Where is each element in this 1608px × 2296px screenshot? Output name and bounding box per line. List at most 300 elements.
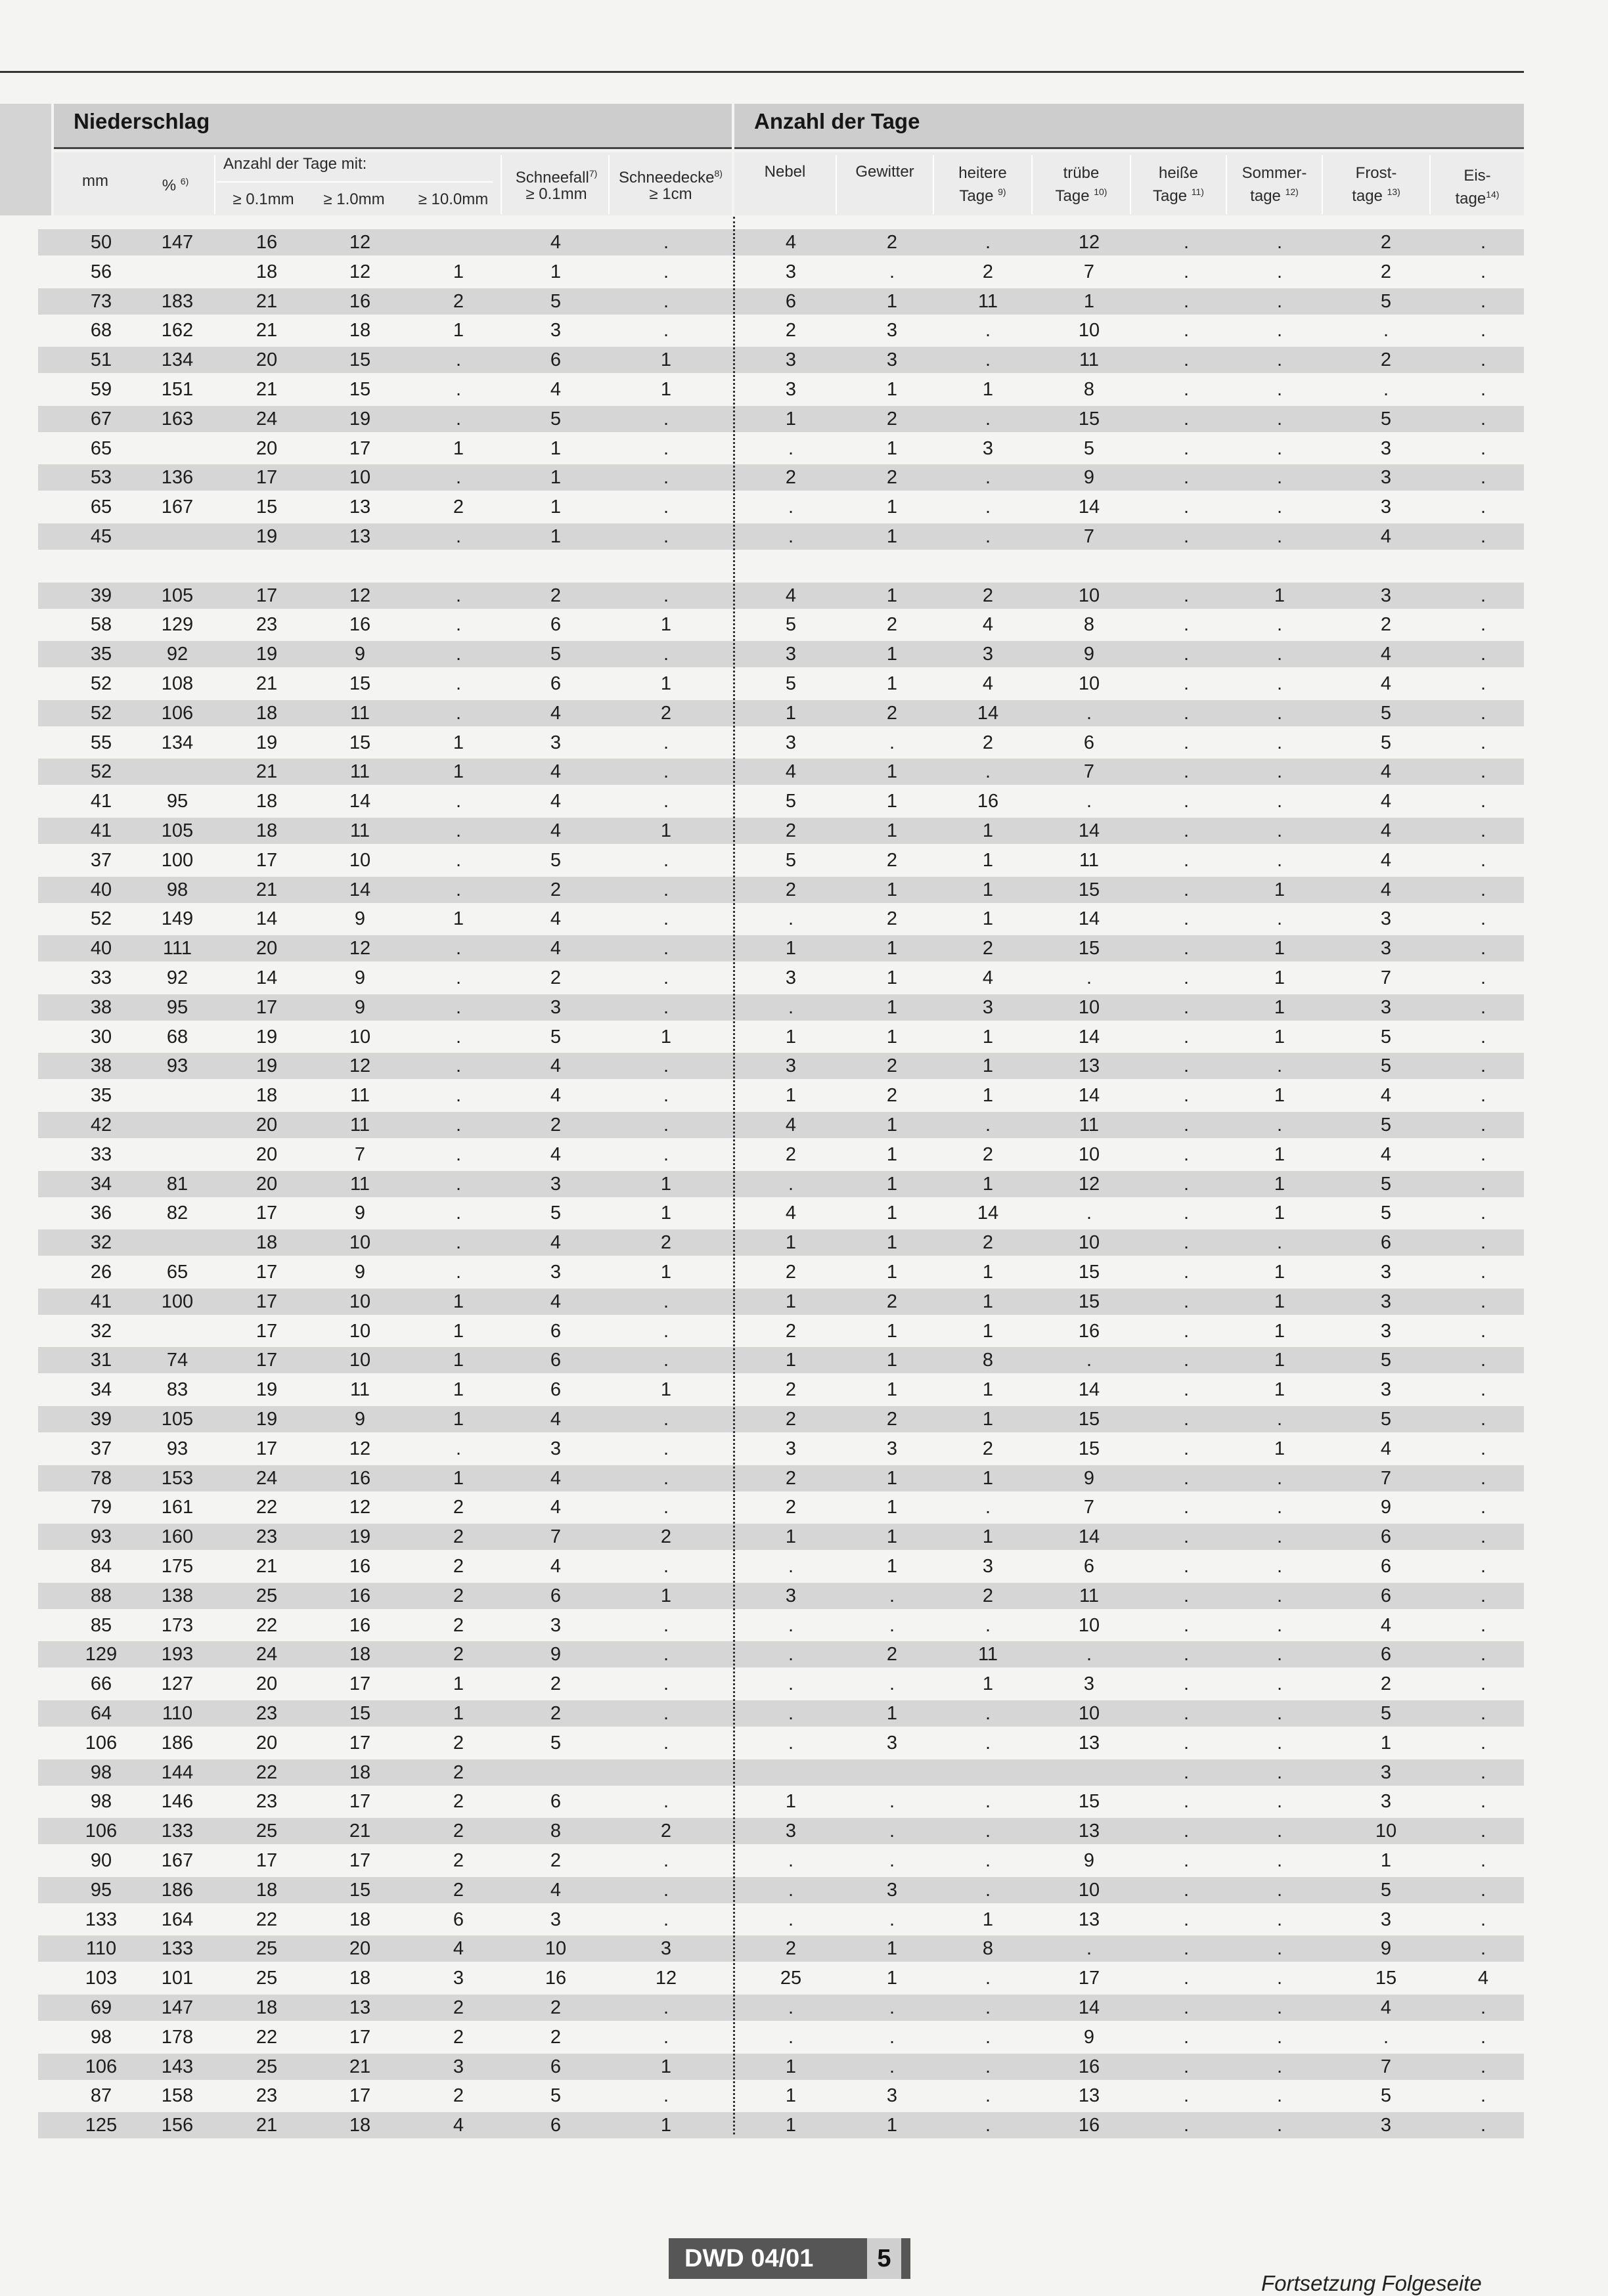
table-cell: . — [1480, 2026, 1486, 2048]
table-cell: 1 — [785, 2085, 797, 2107]
table-cell: 1 — [1380, 1732, 1392, 1754]
table-cell: . — [1480, 1938, 1486, 1960]
table-cell: 4 — [550, 1497, 562, 1518]
table-cell: 25 — [256, 2056, 278, 2077]
table-cell: 1 — [886, 1026, 898, 1048]
table-cell: . — [1276, 437, 1283, 459]
table-cell: . — [663, 1409, 669, 1430]
table-cell: . — [1183, 1497, 1190, 1518]
table-cell: 2 — [886, 408, 898, 430]
table-cell: 17 — [256, 1203, 278, 1224]
header-frosttage — [1324, 164, 1428, 206]
table-cell: 14 — [1078, 908, 1100, 930]
table-cell: . — [1276, 1115, 1283, 1136]
table-cell: 3 — [785, 379, 797, 400]
table-cell: 21 — [349, 1821, 371, 1842]
table-row — [38, 1965, 1524, 1991]
table-cell: 17 — [256, 849, 278, 871]
header-sommer-line2: tage — [1250, 187, 1281, 205]
table-cell: 2 — [453, 1761, 464, 1783]
table-cell: . — [1276, 673, 1283, 694]
table-row — [38, 1583, 1524, 1609]
table-cell: . — [1183, 1291, 1190, 1312]
table-cell: 59 — [90, 379, 112, 400]
table-row — [38, 641, 1524, 667]
table-cell: 1 — [982, 1467, 994, 1489]
table-row — [38, 2083, 1524, 2109]
table-cell: 39 — [90, 1409, 112, 1430]
header-anzahl-mit: Anzahl der Tage mit: — [223, 155, 367, 173]
table-cell: 52 — [90, 702, 112, 724]
table-cell: 1 — [886, 497, 898, 518]
table-cell: 2 — [886, 614, 898, 636]
table-cell: . — [1480, 2056, 1486, 2077]
table-cell: . — [1183, 1526, 1190, 1548]
table-cell: . — [455, 849, 462, 871]
table-cell: 186 — [161, 1732, 194, 1754]
table-row — [38, 1612, 1524, 1639]
table-row — [38, 1935, 1524, 1962]
table-cell: 3 — [886, 1732, 898, 1754]
table-cell: 167 — [161, 1850, 194, 1871]
table-cell: 11 — [349, 1379, 370, 1401]
table-cell: 4 — [550, 379, 562, 400]
table-cell: . — [1276, 1968, 1283, 1989]
table-cell: 10 — [1078, 673, 1100, 694]
table-cell: 4 — [1380, 644, 1392, 665]
table-row — [38, 1877, 1524, 1903]
table-cell: 5 — [1380, 1026, 1392, 1048]
table-cell — [138, 1229, 217, 1256]
table-cell: 4 — [1380, 1614, 1392, 1636]
table-cell: . — [663, 908, 669, 930]
table-cell: 2 — [453, 2085, 464, 2107]
table-cell: 15 — [1078, 1438, 1100, 1459]
table-row — [38, 2112, 1524, 2138]
table-cell: . — [1480, 908, 1486, 930]
table-cell: 15 — [1078, 938, 1100, 960]
table-cell: 110 — [85, 1938, 117, 1960]
table-cell: 10 — [349, 467, 371, 489]
table-cell: . — [788, 497, 794, 518]
table-cell: 106 — [161, 702, 194, 724]
table-cell: 1 — [1274, 879, 1285, 900]
table-cell: . — [1183, 1732, 1190, 1754]
table-cell: . — [1276, 467, 1283, 489]
table-cell: 1 — [982, 1909, 994, 1930]
table-cell: 4 — [550, 938, 562, 960]
table-cell: 10 — [1078, 1879, 1100, 1901]
table-cell: 45 — [90, 526, 112, 547]
table-cell: 19 — [256, 1055, 278, 1077]
table-cell: 1 — [660, 614, 672, 636]
table-cell: . — [788, 526, 794, 547]
table-cell: 4 — [550, 791, 562, 812]
table-cell — [853, 1759, 931, 1786]
table-cell: 2 — [550, 1115, 562, 1136]
table-cell: 6 — [1380, 1644, 1392, 1666]
table-cell: 3 — [982, 437, 994, 459]
table-cell: 1 — [660, 1026, 672, 1048]
table-cell: . — [1480, 2115, 1486, 2136]
table-cell: 11 — [1079, 1585, 1100, 1606]
table-cell: 1 — [785, 1291, 797, 1312]
table-cell: 13 — [1078, 2085, 1100, 2107]
table-row — [38, 2024, 1524, 2050]
table-cell: . — [1480, 1850, 1486, 1871]
table-cell: . — [663, 1556, 669, 1577]
table-cell: . — [1480, 261, 1486, 282]
table-cell: 2 — [1380, 232, 1392, 253]
table-cell: 12 — [1078, 1173, 1100, 1195]
table-cell: 106 — [85, 2056, 118, 2077]
table-cell: 17 — [349, 1791, 371, 1813]
table-cell: 4 — [550, 1467, 562, 1489]
table-cell: 5 — [1380, 290, 1392, 312]
table-cell: . — [663, 1438, 669, 1459]
table-cell: 1 — [785, 408, 797, 430]
table-cell: . — [985, 232, 991, 253]
table-cell: 16 — [349, 1585, 371, 1606]
table-cell: . — [985, 1879, 991, 1901]
table-cell: 87 — [90, 2085, 112, 2107]
table-row — [38, 759, 1524, 785]
header-schneefall — [506, 164, 607, 187]
table-cell: 19 — [256, 644, 278, 665]
table-cell: 2 — [550, 1703, 562, 1724]
table-cell: 3 — [785, 349, 797, 371]
table-cell: 1 — [660, 673, 672, 694]
table-cell: 1 — [886, 585, 898, 606]
table-cell: . — [1480, 967, 1486, 988]
table-cell: 1 — [785, 1526, 797, 1548]
table-cell: 1 — [886, 379, 898, 400]
table-cell: 17 — [256, 1320, 278, 1342]
table-cell: 5 — [785, 849, 797, 871]
table-cell: 9 — [1380, 1938, 1392, 1960]
table-cell: 23 — [256, 1791, 278, 1813]
table-cell: 4 — [550, 1232, 562, 1254]
table-cell: . — [1276, 1938, 1283, 1960]
table-cell: 18 — [256, 791, 278, 812]
table-cell: 20 — [256, 1673, 278, 1695]
table-cell: . — [663, 644, 669, 665]
table-cell: 21 — [256, 320, 278, 342]
table-cell: 1 — [982, 1526, 994, 1548]
table-cell: 68 — [166, 1026, 189, 1048]
table-cell: 1 — [982, 1379, 994, 1401]
table-cell: 2 — [785, 1143, 797, 1165]
table-cell: 15 — [1078, 1262, 1100, 1283]
table-cell: 158 — [161, 2085, 194, 2107]
table-cell: 17 — [256, 467, 278, 489]
table-cell: 11 — [1079, 849, 1100, 871]
table-cell: . — [663, 732, 669, 753]
table-row — [38, 1730, 1524, 1756]
table-cell: . — [1086, 702, 1092, 724]
table-cell: 1 — [1274, 1203, 1285, 1224]
table-cell: . — [1480, 526, 1486, 547]
table-cell: . — [1480, 614, 1486, 636]
table-cell: . — [1276, 644, 1283, 665]
table-cell: 7 — [1380, 2056, 1392, 2077]
table-cell: . — [1183, 879, 1190, 900]
table-cell: 1 — [1380, 1850, 1392, 1871]
table-cell: . — [1276, 820, 1283, 841]
header-ge-10-0mm: ≥ 10.0mm — [418, 190, 489, 208]
table-cell: 1 — [453, 1350, 464, 1371]
table-cell: 1 — [550, 261, 562, 282]
table-cell: 144 — [161, 1761, 194, 1783]
table-cell: . — [1480, 1438, 1486, 1459]
table-cell: 10 — [349, 1291, 371, 1312]
table-cell: . — [663, 2026, 669, 2048]
table-cell: 4 — [1380, 1085, 1392, 1107]
table-cell: . — [985, 2085, 991, 2107]
table-cell: . — [1276, 1879, 1283, 1901]
table-cell: 14 — [1078, 1526, 1100, 1548]
table-cell: 5 — [1380, 1879, 1392, 1901]
table-cell: 1 — [886, 1262, 898, 1283]
table-cell: 3 — [1380, 497, 1392, 518]
table-cell: . — [788, 2026, 794, 2048]
table-cell: 10 — [349, 1320, 371, 1342]
table-cell: 101 — [161, 1968, 194, 1989]
table-row — [38, 1024, 1524, 1050]
table-cell: 17 — [256, 1850, 278, 1871]
table-cell: 14 — [349, 791, 371, 812]
subheader-line — [217, 181, 493, 183]
table-cell: 1 — [660, 379, 672, 400]
table-cell: 12 — [349, 585, 371, 606]
table-cell: 2 — [453, 1614, 464, 1636]
table-cell: 2 — [982, 1585, 994, 1606]
table-cell: . — [1480, 1703, 1486, 1724]
table-cell: . — [455, 938, 462, 960]
table-cell: . — [1383, 320, 1389, 342]
table-cell: 106 — [85, 1821, 118, 1842]
table-cell: . — [455, 644, 462, 665]
table-cell: . — [663, 467, 669, 489]
table-cell: 15 — [349, 673, 371, 694]
table-cell: . — [1276, 908, 1283, 930]
table-cell: . — [1183, 1968, 1190, 1989]
table-cell: 92 — [166, 644, 189, 665]
table-cell: . — [1183, 1143, 1190, 1165]
table-row — [38, 1347, 1524, 1373]
table-cell: 5 — [785, 673, 797, 694]
table-cell: . — [889, 2026, 895, 2048]
table-cell — [419, 229, 498, 255]
table-cell: . — [985, 761, 991, 783]
table-cell: 25 — [780, 1968, 802, 1989]
table-cell: . — [1086, 1350, 1092, 1371]
table-cell: . — [1276, 732, 1283, 753]
table-cell: 2 — [785, 1379, 797, 1401]
table-cell: . — [889, 1791, 895, 1813]
table-cell: 15 — [1078, 1791, 1100, 1813]
table-cell: 22 — [256, 1497, 278, 1518]
table-cell: . — [1276, 2085, 1283, 2107]
table-cell — [516, 1759, 595, 1786]
table-cell: 1 — [886, 996, 898, 1018]
table-cell: 98 — [90, 1791, 112, 1813]
anzahl-tage-title: Anzahl der Tage — [754, 109, 920, 133]
table-cell: . — [1276, 1497, 1283, 1518]
table-cell: 3 — [785, 732, 797, 753]
table-cell: 3 — [982, 644, 994, 665]
table-cell: . — [889, 732, 895, 753]
table-row — [38, 1053, 1524, 1079]
table-cell: 1 — [1274, 967, 1285, 988]
header-separator — [608, 155, 610, 214]
table-cell: 34 — [90, 1173, 112, 1195]
table-cell: 3 — [1380, 437, 1392, 459]
table-cell: . — [1183, 1997, 1190, 2018]
table-cell: 11 — [349, 1115, 370, 1136]
table-cell: 6 — [785, 290, 797, 312]
table-cell: 1 — [982, 1173, 994, 1195]
table-cell — [949, 1759, 1027, 1786]
table-cell: 3 — [660, 1938, 672, 1960]
table-cell: 22 — [256, 2026, 278, 2048]
table-cell: 14 — [1078, 820, 1100, 841]
footnote-8: 8) — [714, 168, 723, 179]
header-heitere-line1: heitere — [958, 164, 1007, 182]
table-cell: 98 — [90, 2026, 112, 2048]
table-cell: . — [455, 673, 462, 694]
table-cell: 1 — [886, 761, 898, 783]
table-cell: 4 — [1380, 1997, 1392, 2018]
table-cell: 3 — [550, 1173, 562, 1195]
table-cell: 1 — [453, 761, 464, 783]
table-row — [38, 1524, 1524, 1550]
dwd-badge — [669, 2238, 910, 2279]
table-cell: . — [455, 1115, 462, 1136]
table-cell: 13 — [1078, 1732, 1100, 1754]
table-cell — [138, 759, 217, 785]
table-cell: 1 — [886, 1203, 898, 1224]
table-cell: 74 — [166, 1350, 189, 1371]
table-cell: 1 — [453, 1673, 464, 1695]
table-cell: . — [1480, 1379, 1486, 1401]
table-cell: 18 — [349, 1968, 371, 1989]
header-schneedecke — [611, 164, 730, 187]
table-cell: 19 — [349, 408, 371, 430]
table-cell: . — [985, 1968, 991, 1989]
table-cell: . — [1480, 1497, 1486, 1518]
table-cell: . — [1383, 2026, 1389, 2048]
table-cell: . — [663, 1673, 669, 1695]
table-cell: . — [455, 702, 462, 724]
header-separator — [1226, 155, 1227, 214]
table-cell: 1 — [886, 1467, 898, 1489]
table-cell: . — [889, 1585, 895, 1606]
table-cell: . — [1183, 732, 1190, 753]
table-cell: 13 — [349, 526, 371, 547]
table-cell: 6 — [550, 1379, 562, 1401]
table-cell: 73 — [90, 290, 112, 312]
table-cell: 4 — [550, 908, 562, 930]
table-cell: . — [455, 526, 462, 547]
table-cell: 17 — [256, 1291, 278, 1312]
table-cell: . — [1183, 379, 1190, 400]
table-cell: 9 — [354, 644, 366, 665]
table-cell: 79 — [90, 1497, 112, 1518]
table-row — [38, 877, 1524, 903]
table-cell: 12 — [349, 261, 371, 282]
table-cell: 2 — [982, 1438, 994, 1459]
table-cell: . — [1276, 261, 1283, 282]
footnote-9: 9) — [998, 187, 1006, 197]
table-cell: . — [455, 408, 462, 430]
table-cell: 9 — [1083, 1850, 1095, 1871]
table-row — [38, 1171, 1524, 1197]
table-cell: . — [455, 349, 462, 371]
table-row — [38, 1112, 1524, 1138]
table-row — [38, 788, 1524, 814]
table-cell — [138, 1318, 217, 1344]
table-cell: 4 — [1380, 1438, 1392, 1459]
table-cell: 1 — [886, 1938, 898, 1960]
table-cell: 5 — [1380, 1350, 1392, 1371]
table-cell: 134 — [161, 349, 194, 371]
table-cell: 15 — [1078, 1291, 1100, 1312]
table-cell: 1 — [785, 938, 797, 960]
table-cell: . — [985, 1497, 991, 1518]
table-cell: 20 — [256, 1173, 278, 1195]
table-cell: . — [663, 1467, 669, 1489]
table-cell: 17 — [256, 996, 278, 1018]
table-cell: . — [1183, 1467, 1190, 1489]
header-eis-line1: Eis- — [1463, 167, 1491, 185]
table-cell — [138, 1141, 217, 1168]
table-cell: 6 — [1380, 1526, 1392, 1548]
table-cell: 4 — [1380, 526, 1392, 547]
table-cell: 193 — [161, 1644, 194, 1666]
table-cell: 85 — [90, 1614, 112, 1636]
table-cell: 1 — [886, 526, 898, 547]
table-cell: 1 — [982, 820, 994, 841]
table-cell: 2 — [453, 497, 464, 518]
table-cell: 41 — [90, 791, 112, 812]
table-cell: . — [1183, 702, 1190, 724]
table-cell: . — [663, 497, 669, 518]
table-cell: 2 — [982, 732, 994, 753]
table-cell: 18 — [256, 1085, 278, 1107]
table-cell: 3 — [1380, 1320, 1392, 1342]
table-cell: . — [985, 1997, 991, 2018]
table-cell: 3 — [550, 1614, 562, 1636]
table-cell: 6 — [550, 2115, 562, 2136]
table-cell: 4 — [1380, 820, 1392, 841]
table-cell: . — [788, 1173, 794, 1195]
table-cell: . — [1480, 320, 1486, 342]
table-row — [38, 259, 1524, 285]
table-cell: 1 — [982, 1085, 994, 1107]
table-cell: . — [455, 820, 462, 841]
table-row — [38, 906, 1524, 932]
table-cell: 5 — [550, 1203, 562, 1224]
table-row — [38, 965, 1524, 991]
table-cell: 22 — [256, 1614, 278, 1636]
table-cell: 4 — [550, 1879, 562, 1901]
table-cell: . — [1276, 1232, 1283, 1254]
table-cell: 3 — [886, 349, 898, 371]
table-cell: 3 — [550, 1909, 562, 1930]
table-cell: 1 — [1274, 1026, 1285, 1048]
niederschlag-band-line — [54, 147, 732, 149]
